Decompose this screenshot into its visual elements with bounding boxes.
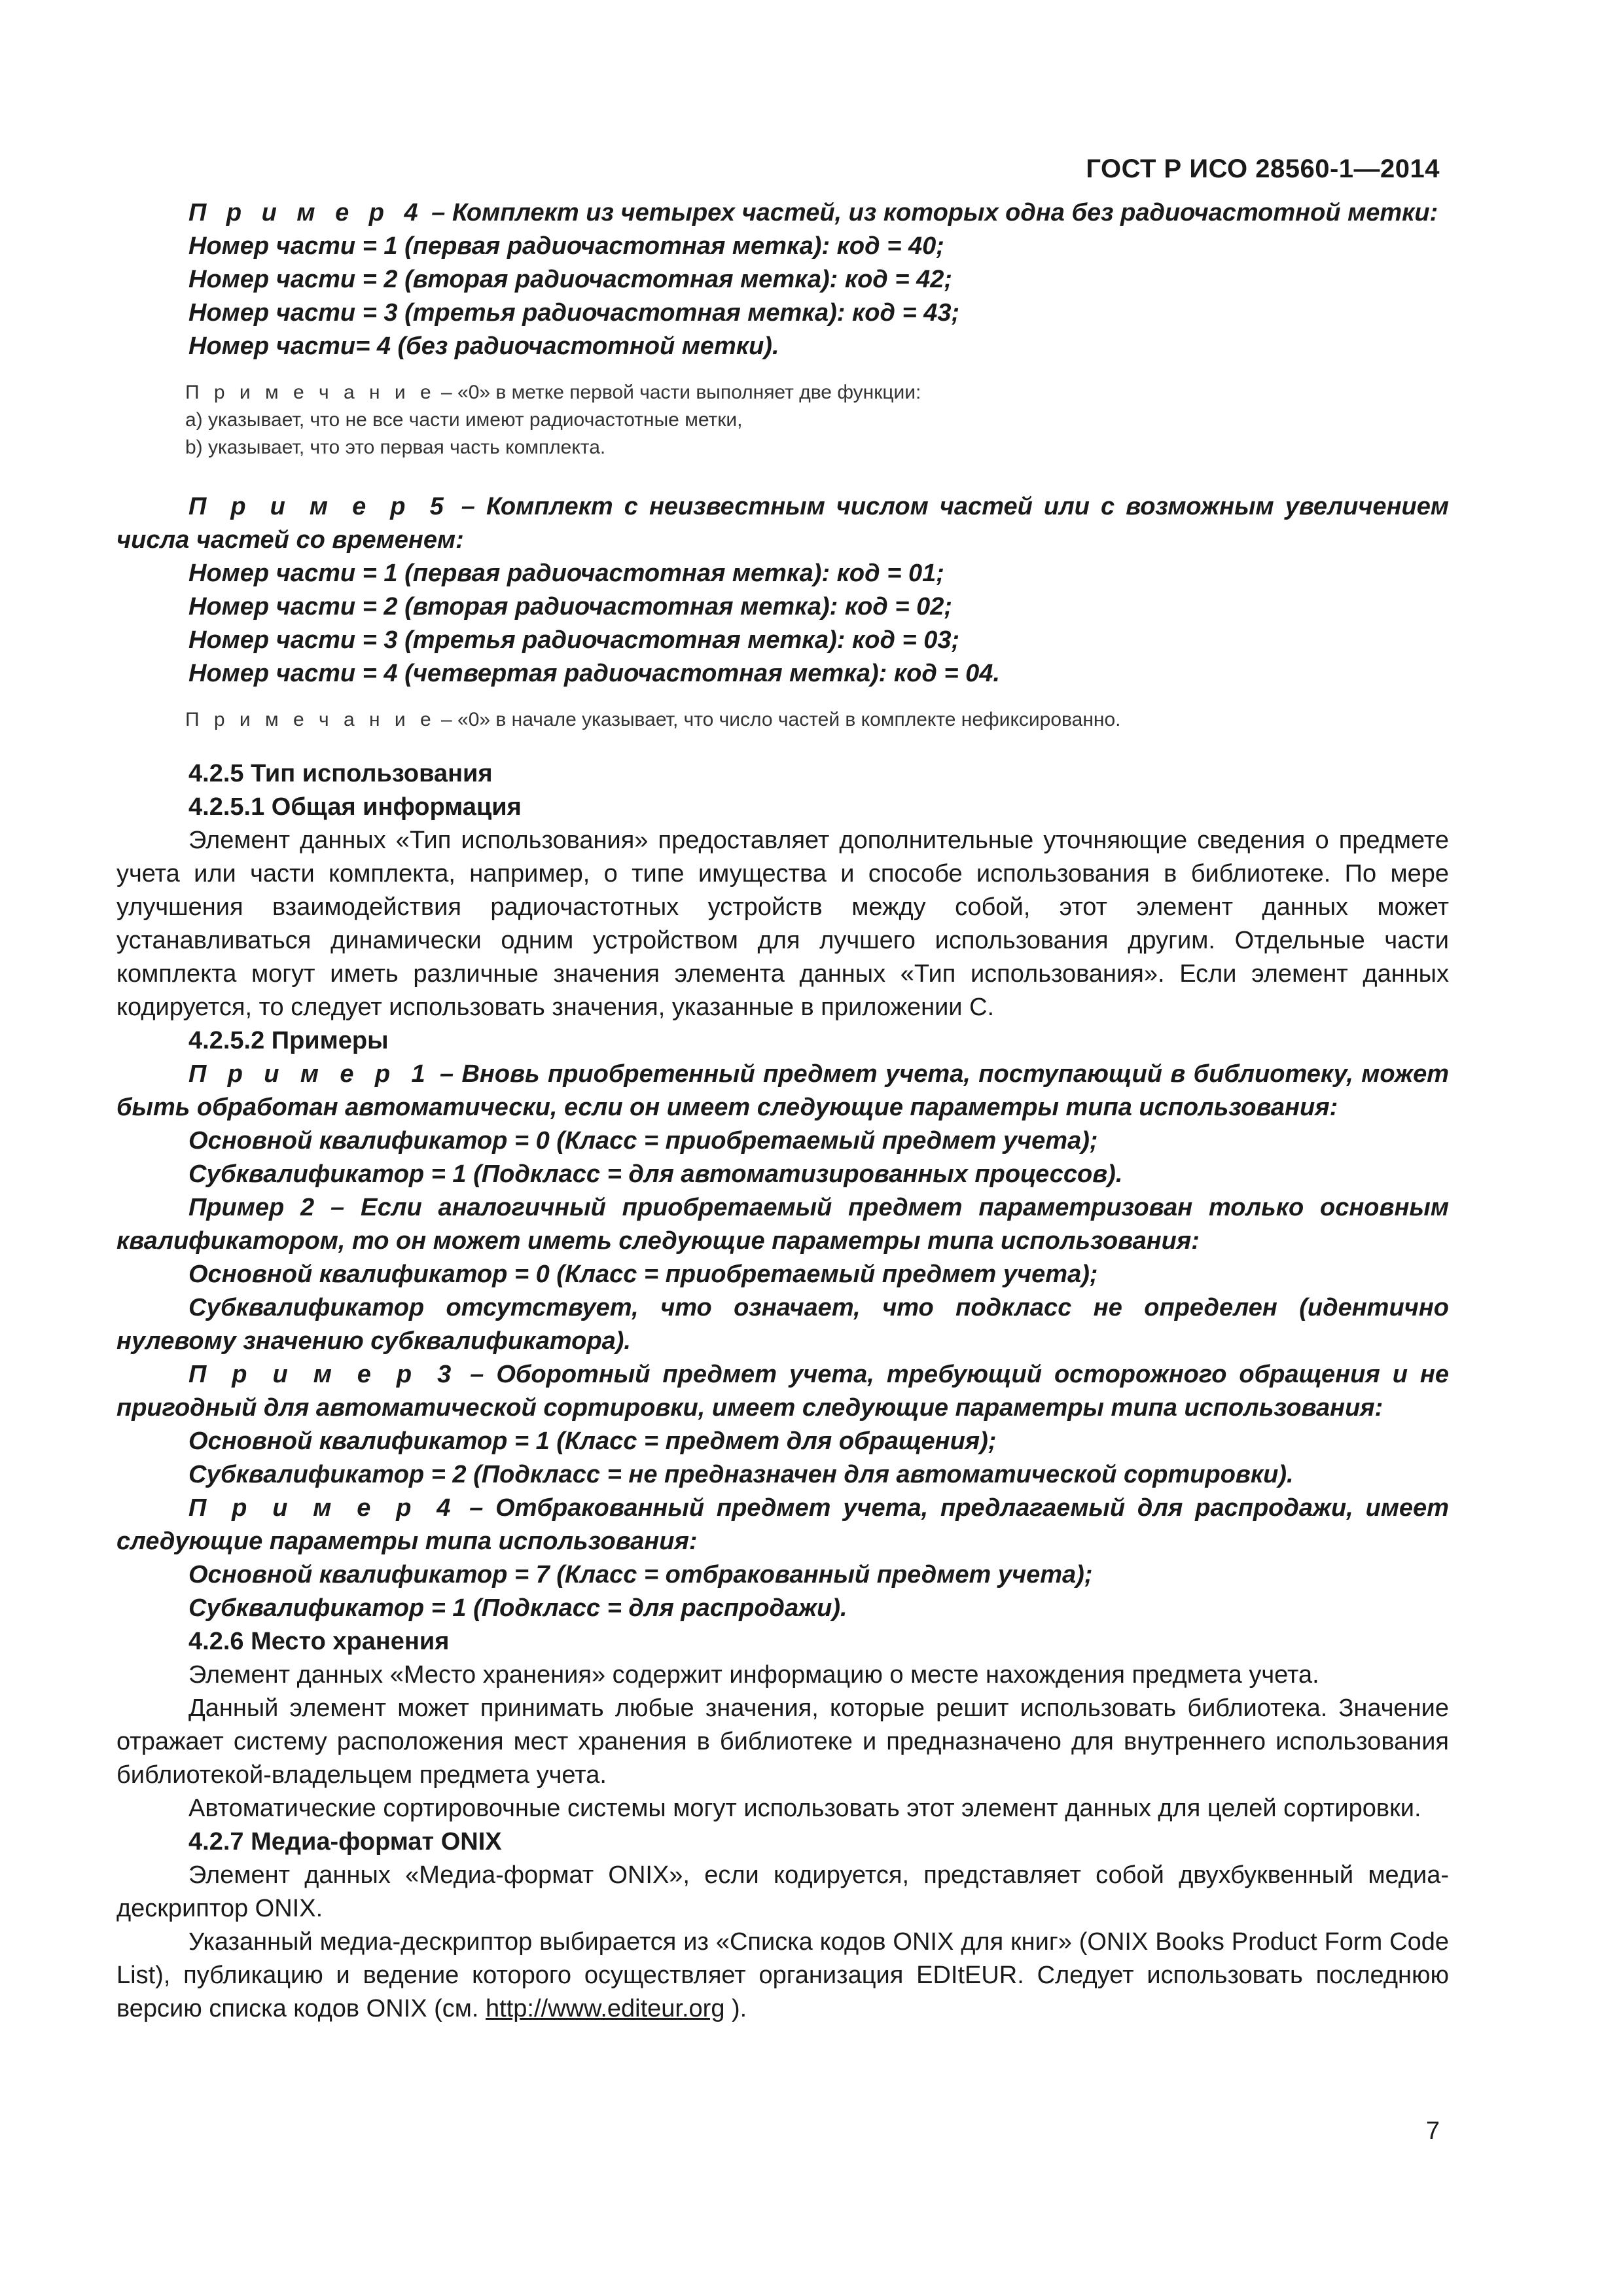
example-3-intro	[116, 1358, 1449, 1425]
example-line: Номер части = 3 (третья радиочастотная метка): код = 03;	[188, 626, 960, 654]
paragraph: Данный элемент может принимать любые значения, которые решит использовать библиотека. Значение отражает систему расположения мест хранения в библиотеке и предназначено для внутреннего использования библиотекой-владельцем предмета учета.	[116, 1695, 1449, 1789]
paragraph: Элемент данных «Тип использования» предоставляет дополнительные уточняющие сведения о предмете учета или части комплекта, например, о типе имущества и способе использования в библиотеке. По мере улучшения взаимодействия радиочастотных устройств между собой, этот элемент данных может устанавливаться динамически одним устройством для лучшего использования другим. Отдельные части комплекта могут иметь различные значения элемента данных «Тип использования». Если элемент данных кодируется, то следует использовать значения, указанные в приложении С.	[116, 827, 1449, 1021]
example-line: Номер части= 4 (без радиочастотной метки).	[188, 332, 779, 360]
example-title: – Комплект с неизвестным числом частей или с возможным увеличением числа частей со временем:	[116, 493, 1449, 554]
example-line: Номер части = 1 (первая радиочастотная метка): код = 40;	[188, 232, 944, 260]
paragraph-text: ).	[724, 1995, 747, 2022]
spacer	[116, 734, 1449, 757]
example-1-intro	[116, 1058, 1449, 1124]
example-line: Номер части = 2 (вторая радиочастотная метка): код = 02;	[188, 593, 953, 620]
example-line: Основной квалификатор = 7 (Класс = отбракованный предмет учета);	[188, 1561, 1093, 1588]
note-label: П р и м е ч а н и е	[185, 709, 436, 730]
spacer	[116, 691, 1449, 706]
document-number: ГОСТ Р ИСО 28560-1—2014	[1086, 154, 1440, 183]
example-title: – Комплект из четырех частей, из которых одна без радиочастотной метки:	[424, 199, 1438, 226]
example-4-intro	[116, 196, 1449, 230]
example-line: Номер части = 1 (первая радиочастотная метка): код = 01;	[188, 560, 944, 587]
section-heading-4-2-7: 4.2.7 Медиа-формат ONIX	[188, 1828, 502, 1856]
example-line: Номер части = 2 (вторая радиочастотная метка): код = 42;	[188, 266, 953, 293]
spacer	[116, 363, 1449, 379]
paragraph: Элемент данных «Медиа-формат ONIX», если кодируется, представляет собой двухбуквенный медиа-дескриптор ONIX.	[116, 1861, 1449, 1922]
paragraph-with-link	[116, 1926, 1449, 2026]
example-line: Субквалификатор = 1 (Подкласс = для автоматизированных процессов).	[188, 1160, 1123, 1188]
section-heading-4-2-5-1: 4.2.5.1 Общая информация	[188, 793, 522, 821]
example-line: Номер части = 4 (четвертая радиочастотная метка): код = 04.	[188, 660, 1000, 687]
paragraph-text: Указанный медиа-дескриптор выбирается из «Списка кодов ONIX для книг» (ONIX Books Product Form Code List), публикацию и ведение которого осуществляет организация EDItEUR. Следует использовать последнюю версию списка кодов ONIX (см.	[116, 1928, 1449, 2022]
example-label: П р и м е р 1	[188, 1060, 432, 1088]
note-item: b) указывает, что это первая часть комплекта.	[185, 437, 606, 458]
section-heading-4-2-5: 4.2.5 Тип использования	[188, 760, 493, 787]
example-line: Основной квалификатор = 0 (Класс = приобретаемый предмет учета);	[188, 1127, 1098, 1155]
example-5-intro	[116, 490, 1449, 557]
example-line: Субквалификатор = 2 (Подкласс = не предназначен для автоматической сортировки).	[188, 1461, 1294, 1488]
section-heading-4-2-5-2: 4.2.5.2 Примеры	[188, 1027, 389, 1054]
example-label: П р и м е р 4	[188, 1494, 457, 1522]
example-title: – Вновь приобретенный предмет учета, поступающий в библиотеку, может быть обработан автоматически, если он имеет следующие параметры типа использования:	[116, 1060, 1449, 1121]
note-item: a) указывает, что не все части имеют радиочастотные метки,	[185, 409, 743, 431]
example-label: П р и м е р 4	[188, 199, 425, 226]
note-1	[116, 379, 1449, 406]
paragraph: Элемент данных «Место хранения» содержит информацию о месте нахождения предмета учета.	[188, 1661, 1319, 1689]
example-line: Основной квалификатор = 0 (Класс = приобретаемый предмет учета);	[188, 1261, 1098, 1288]
paragraph: Автоматические сортировочные системы могут использовать этот элемент данных для целей сортировки.	[188, 1795, 1421, 1822]
example-4-intro	[116, 1492, 1449, 1558]
example-line: Субквалификатор отсутствует, что означает, что подкласс не определен (идентично нулевому значению субквалификатора).	[116, 1294, 1449, 1355]
editeur-link[interactable]: http://www.editeur.org	[486, 1995, 725, 2022]
example-2-intro: Пример 2 – Если аналогичный приобретаемый предмет параметризован только основным квалификатором, то он может иметь следующие параметры типа использования:	[116, 1194, 1449, 1255]
page-number: 7	[1425, 2117, 1440, 2145]
example-title: – Отбракованный предмет учета, предлагаемый для распродажи, имеет следующие параметры типа использования:	[116, 1494, 1449, 1555]
example-label: П р и м е р 5	[188, 493, 450, 520]
example-line: Субквалификатор = 1 (Подкласс = для распродажи).	[188, 1594, 847, 1622]
note-2	[116, 706, 1449, 734]
example-line: Номер части = 3 (третья радиочастотная метка): код = 43;	[188, 299, 960, 327]
example-label: П р и м е р 3	[188, 1361, 458, 1388]
section-heading-4-2-6: 4.2.6 Место хранения	[188, 1628, 450, 1655]
example-line: Основной квалификатор = 1 (Класс = предмет для обращения);	[188, 1427, 997, 1455]
note-label: П р и м е ч а н и е	[185, 382, 436, 403]
spacer	[116, 461, 1449, 490]
page-body	[116, 196, 1449, 2026]
note-text: – «0» в метке первой части выполняет две функции:	[435, 382, 921, 403]
note-text: – «0» в начале указывает, что число частей в комплекте нефиксированно.	[435, 709, 1121, 730]
example-title: – Оборотный предмет учета, требующий осторожного обращения и не пригодный для автоматической сортировки, имеет следующие параметры типа использования:	[116, 1361, 1449, 1422]
